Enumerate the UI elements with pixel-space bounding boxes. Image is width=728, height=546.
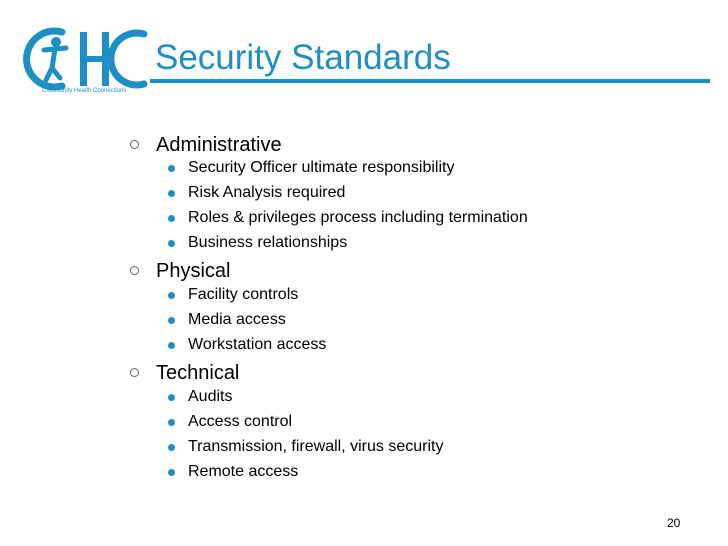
dot-bullet-icon (168, 292, 175, 299)
dot-bullet-icon (168, 444, 175, 451)
dot-bullet-icon (168, 190, 175, 197)
hollow-circle-bullet-icon (130, 140, 139, 149)
dot-bullet-icon (168, 394, 175, 401)
svg-text:Community Health Connections: Community Health Connections (42, 88, 127, 94)
title-underline (150, 79, 710, 83)
dot-bullet-icon (168, 240, 175, 247)
dot-bullet-icon (168, 419, 175, 426)
chc-logo (22, 20, 152, 95)
slide-title: Security Standards (155, 38, 451, 77)
dot-bullet-icon (168, 215, 175, 222)
dot-bullet-icon (168, 342, 175, 349)
slide: Community Health Connections Security Standards Administrative Security Officer ultimate responsibility Risk Analysis required Roles & privileges process including termination Business relationships Physical Facility controls Media access Workstation access Technical Audits Access control Transmission, firewall, virus security Remote access 20 (0, 0, 728, 546)
dot-bullet-icon (168, 317, 175, 324)
hollow-circle-bullet-icon (130, 368, 139, 377)
hollow-circle-bullet-icon (130, 266, 139, 275)
dot-bullet-icon (168, 165, 175, 172)
dot-bullet-icon (168, 469, 175, 476)
page-number: 20 (667, 516, 681, 530)
